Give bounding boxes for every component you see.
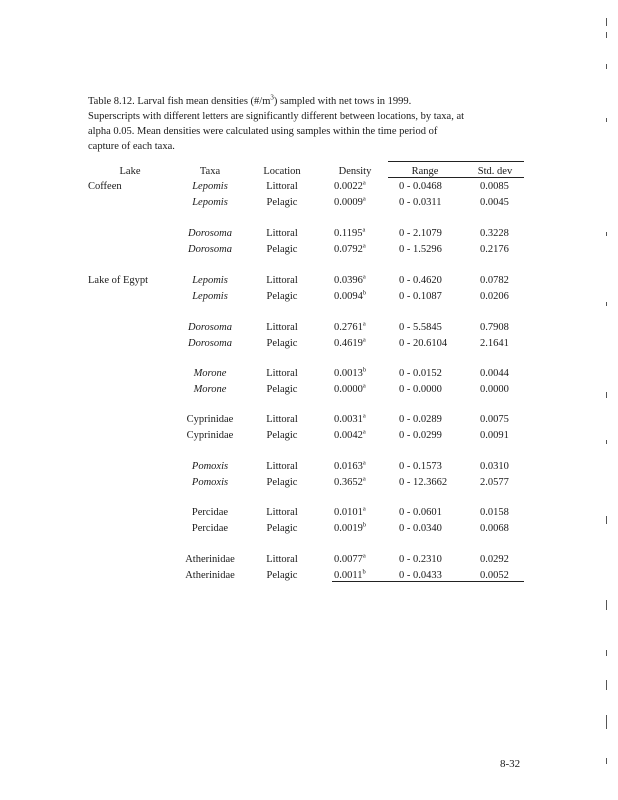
cell-location: Littoral xyxy=(266,368,298,379)
cell-location: Pelagic xyxy=(266,430,298,441)
cell-location: Littoral xyxy=(266,275,298,286)
scan-mark xyxy=(606,232,607,236)
cell-location: Pelagic xyxy=(266,523,298,534)
density-value: 0.0163 xyxy=(334,461,363,472)
density-superscript: a xyxy=(362,195,366,203)
cell-density xyxy=(334,506,366,519)
cell-range: 0 - 0.0152 xyxy=(399,368,442,379)
scan-mark xyxy=(606,18,607,26)
cell-density xyxy=(334,522,366,535)
cell-taxa: Cyprinidae xyxy=(186,430,234,441)
cell-taxa: Percidae xyxy=(191,523,229,534)
caption-line-2: Superscripts with different letters are significantly different between locations, by taxa, at xyxy=(88,111,465,122)
header-density: Density xyxy=(338,166,372,177)
cell-location: Pelagic xyxy=(266,197,298,208)
cell-location: Littoral xyxy=(266,554,298,565)
cell-density xyxy=(334,196,366,209)
cell-stddev: 0.0075 xyxy=(480,414,509,425)
cell-taxa: Lepomis xyxy=(192,197,228,208)
scan-mark xyxy=(606,64,607,69)
cell-density xyxy=(334,274,366,287)
cell-stddev: 0.7908 xyxy=(480,322,509,333)
cell-density xyxy=(334,243,366,256)
scan-mark xyxy=(606,302,607,306)
cell-stddev: 0.0052 xyxy=(480,570,509,581)
cell-stddev: 0.0292 xyxy=(480,554,509,565)
density-value: 0.0094 xyxy=(334,291,363,302)
cell-location: Littoral xyxy=(266,461,298,472)
density-superscript: a xyxy=(362,226,366,234)
cell-density xyxy=(334,180,366,193)
density-superscript: a xyxy=(362,428,366,436)
cell-taxa: Dorosoma xyxy=(188,228,232,239)
density-superscript: b xyxy=(362,568,366,576)
cell-stddev: 0.2176 xyxy=(480,244,509,255)
cell-density xyxy=(334,569,366,582)
cell-taxa: Lepomis xyxy=(192,181,228,192)
density-value: 0.0792 xyxy=(334,244,363,255)
density-value: 0.2761 xyxy=(334,322,363,333)
caption-line-1: Table 8.12. Larval fish mean densities $(\#/m^3)$ sampled with net tows in 1999. xyxy=(88,93,412,107)
cell-stddev: 0.0000 xyxy=(480,384,509,395)
cell-taxa: Dorosoma xyxy=(188,244,232,255)
cell-density xyxy=(334,413,366,426)
cell-stddev: 0.0044 xyxy=(480,368,509,379)
cell-taxa: Morone xyxy=(193,368,227,379)
cell-range: 0 - 0.0601 xyxy=(399,507,442,518)
table-caption xyxy=(88,94,528,154)
density-value: 0.0019 xyxy=(334,523,363,534)
header-stddev: Std. dev xyxy=(477,166,513,177)
cell-location: Littoral xyxy=(266,322,298,333)
cell-location: Pelagic xyxy=(266,384,298,395)
cell-range: 0 - 0.0299 xyxy=(399,430,442,441)
scan-mark xyxy=(606,440,607,444)
cell-range: 0 - 0.1087 xyxy=(399,291,442,302)
cell-stddev: 0.0068 xyxy=(480,523,509,534)
density-value: 0.0101 xyxy=(334,507,363,518)
cell-stddev: 2.0577 xyxy=(480,477,509,488)
cell-stddev: 0.0158 xyxy=(480,507,509,518)
cell-location: Littoral xyxy=(266,414,298,425)
cell-stddev: 0.0091 xyxy=(480,430,509,441)
cell-taxa: Dorosoma xyxy=(188,322,232,333)
density-superscript: a xyxy=(362,242,366,250)
cell-density xyxy=(334,553,366,566)
cell-stddev: 0.0310 xyxy=(480,461,509,472)
cell-density xyxy=(334,227,365,240)
cell-taxa: Atherinidae xyxy=(185,554,235,565)
header-rule xyxy=(388,161,524,162)
cell-density xyxy=(334,476,366,489)
density-superscript: a xyxy=(362,273,366,281)
density-value: 0.3652 xyxy=(334,477,363,488)
cell-range: 0 - 0.0289 xyxy=(399,414,442,425)
density-superscript: a xyxy=(362,459,366,467)
cell-stddev: 0.0206 xyxy=(480,291,509,302)
cell-taxa: Dorosoma xyxy=(188,338,232,349)
density-value: 0.1195 xyxy=(334,228,363,239)
density-value: 0.0011 xyxy=(334,570,363,581)
cell-range: 0 - 0.2310 xyxy=(399,554,442,565)
cell-range: 0 - 1.5296 xyxy=(399,244,442,255)
cell-taxa: Percidae xyxy=(191,507,229,518)
cell-range: 0 - 0.0433 xyxy=(399,570,442,581)
density-value: 0.0009 xyxy=(334,197,363,208)
scan-mark xyxy=(606,516,607,524)
cell-stddev: 0.0782 xyxy=(480,275,509,286)
density-superscript: b xyxy=(362,521,367,529)
scan-mark xyxy=(606,758,607,764)
header-range: Range xyxy=(411,166,439,177)
scan-mark xyxy=(606,392,607,398)
cell-range: 0 - 5.5845 xyxy=(399,322,442,333)
density-superscript: a xyxy=(362,475,366,483)
density-superscript: a xyxy=(362,412,366,420)
cell-taxa: Lepomis xyxy=(192,275,228,286)
cell-location: Pelagic xyxy=(266,570,298,581)
density-value: 0.0077 xyxy=(334,554,363,565)
cell-range: 0 - 2.1079 xyxy=(399,228,442,239)
density-value: 0.0022 xyxy=(334,181,363,192)
cell-density xyxy=(334,367,366,380)
density-value: 0.0396 xyxy=(334,275,363,286)
density-superscript: a xyxy=(362,552,366,560)
density-superscript: a xyxy=(362,179,366,187)
cell-range: 0 - 0.4620 xyxy=(399,275,442,286)
cell-taxa: Pomoxis xyxy=(191,461,229,472)
scan-mark xyxy=(606,650,607,656)
cell-density xyxy=(334,429,366,442)
scan-mark xyxy=(606,715,607,729)
header-location: Location xyxy=(263,166,301,177)
cell-range: 0 - 20.6104 xyxy=(399,338,448,349)
cell-range: 0 - 0.0000 xyxy=(399,384,442,395)
cell-lake: Lake of Egypt xyxy=(88,275,149,286)
scan-mark xyxy=(606,600,607,610)
cell-range: 0 - 0.0311 xyxy=(399,197,442,208)
page-number: 8-32 xyxy=(500,758,521,770)
scan-mark xyxy=(606,680,607,690)
cell-taxa: Cyprinidae xyxy=(186,414,234,425)
cell-taxa: Morone xyxy=(193,384,227,395)
density-superscript: b xyxy=(362,366,367,374)
cell-range: 0 - 0.1573 xyxy=(399,461,442,472)
cell-taxa: Lepomis xyxy=(192,291,228,302)
cell-stddev: 0.0085 xyxy=(480,181,509,192)
header-taxa: Taxa xyxy=(199,166,221,177)
density-value: 0.0031 xyxy=(334,414,363,425)
cell-stddev: 2.1641 xyxy=(480,338,509,349)
density-superscript: a xyxy=(362,336,366,344)
cell-taxa: Pomoxis xyxy=(191,477,229,488)
cell-location: Pelagic xyxy=(266,244,298,255)
cell-density xyxy=(334,321,366,334)
density-superscript: a xyxy=(362,320,366,328)
cell-location: Littoral xyxy=(266,228,298,239)
caption-line-3: alpha 0.05. Mean densities were calculated using samples within the time period of xyxy=(88,126,438,137)
cell-density xyxy=(334,337,366,350)
scan-mark xyxy=(606,32,607,38)
cell-location: Littoral xyxy=(266,181,298,192)
cell-density xyxy=(334,290,366,303)
cell-range: 0 - 12.3662 xyxy=(399,477,448,488)
header-bottom-rule xyxy=(388,177,524,178)
caption-line-4: capture of each taxa. xyxy=(88,141,175,152)
cell-location: Pelagic xyxy=(266,338,298,349)
header-lake: Lake xyxy=(119,166,141,177)
density-value: 0.0000 xyxy=(334,384,363,395)
cell-location: Littoral xyxy=(266,507,298,518)
cell-range: 0 - 0.0468 xyxy=(399,181,442,192)
cell-density xyxy=(334,460,366,473)
cell-lake: Coffeen xyxy=(88,181,122,192)
cell-density xyxy=(334,383,366,396)
scan-mark xyxy=(606,118,607,122)
cell-stddev: 0.0045 xyxy=(480,197,509,208)
density-superscript: a xyxy=(362,382,366,390)
cell-taxa: Atherinidae xyxy=(185,570,235,581)
cell-stddev: 0.3228 xyxy=(480,228,509,239)
cell-range: 0 - 0.0340 xyxy=(399,523,442,534)
cell-location: Pelagic xyxy=(266,477,298,488)
cell-location: Pelagic xyxy=(266,291,298,302)
density-superscript: a xyxy=(362,505,366,513)
density-value: 0.4619 xyxy=(334,338,363,349)
density-superscript: b xyxy=(362,289,367,297)
density-value: 0.0042 xyxy=(334,430,363,441)
density-value: 0.0013 xyxy=(334,368,363,379)
